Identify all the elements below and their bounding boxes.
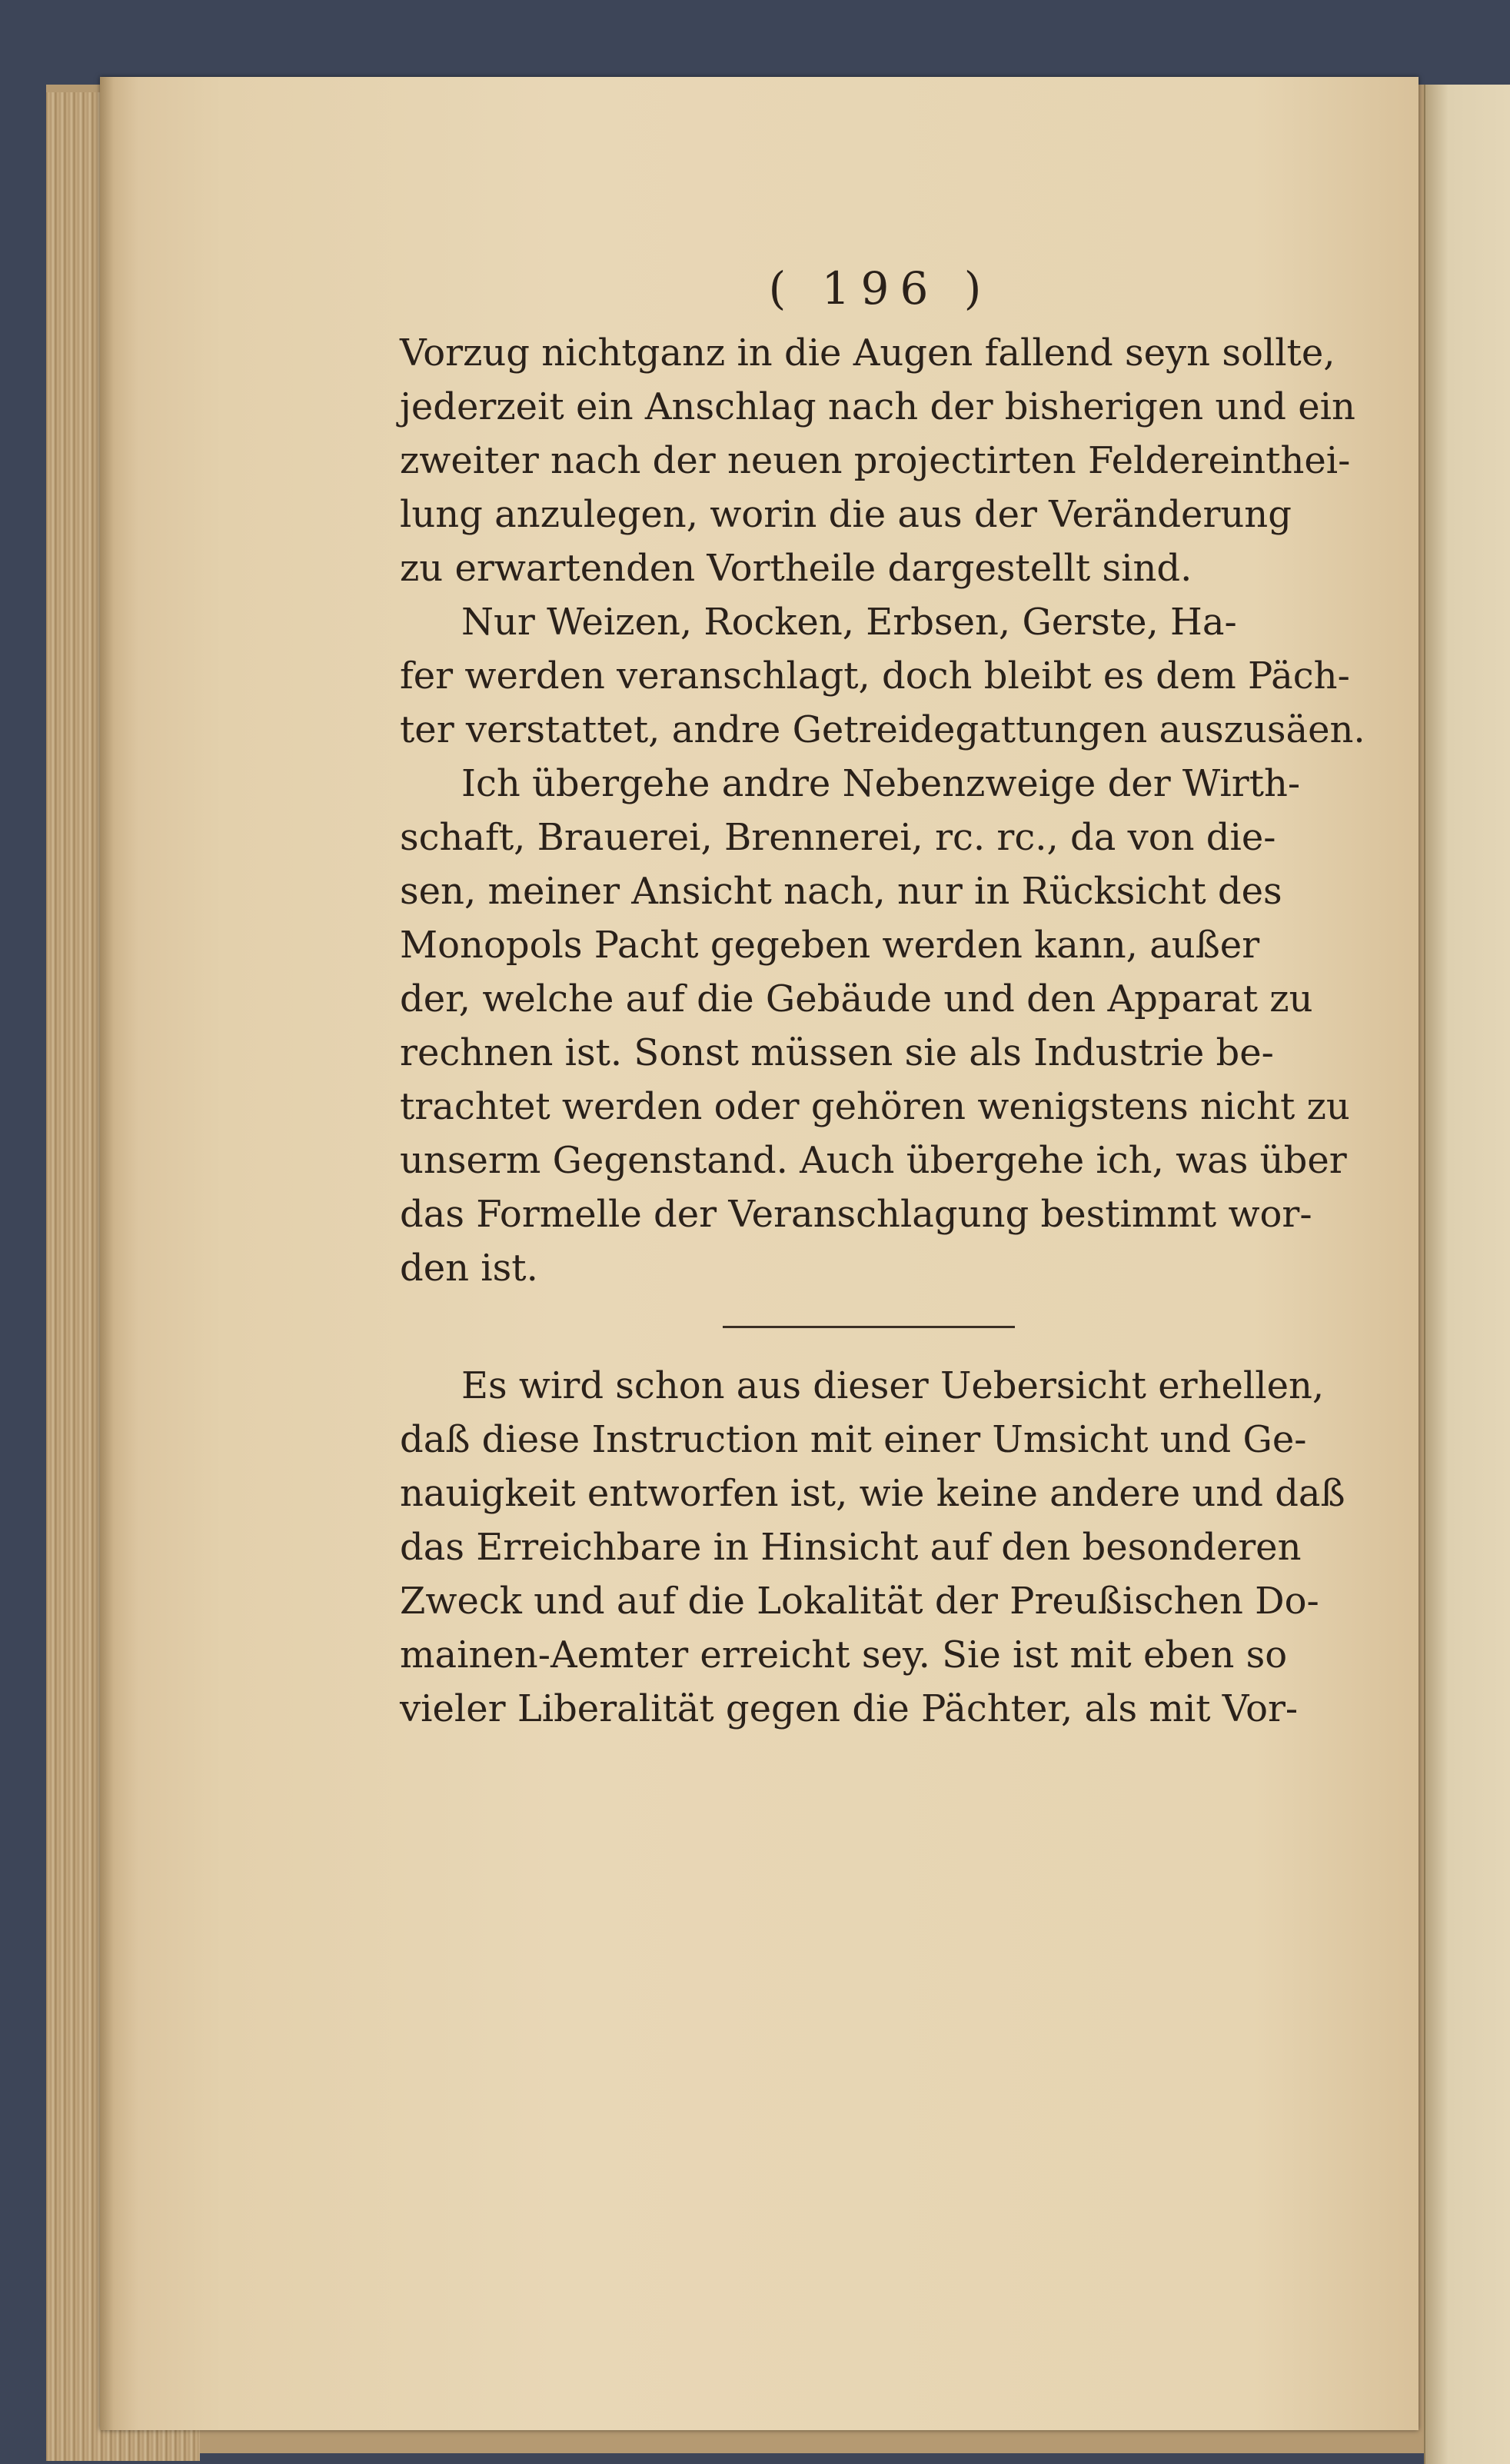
text-line: den ist. xyxy=(400,1247,538,1290)
text-line: Monopols Pacht gegeben werden kann, außer xyxy=(400,924,1260,967)
text-line: Nur Weizen, Rocken, Erbsen, Gerste, Ha- xyxy=(461,601,1237,644)
text-line: zu erwartenden Vortheile dargestellt sind. xyxy=(400,547,1192,590)
text-line: mainen-Aemter erreicht sey. Sie ist mit eben so xyxy=(400,1633,1288,1677)
page-text xyxy=(400,261,1365,1736)
text-line: Es wird schon aus dieser Uebersicht erhellen, xyxy=(461,1364,1325,1407)
facing-page-edge xyxy=(1424,85,1510,2464)
text-line: jederzeit ein Anschlag nach der bisherigen und ein xyxy=(400,385,1355,428)
text-line: Ich übergehe andre Nebenzweige der Wirth- xyxy=(461,762,1301,805)
text-line: das Erreichbare in Hinsicht auf den besonderen xyxy=(400,1526,1302,1569)
paragraph-1 xyxy=(400,326,1355,595)
text-line: vieler Liberalität gegen die Pächter, als mit Vor- xyxy=(400,1687,1299,1730)
text-line: trachtet werden oder gehören wenigstens nicht zu xyxy=(400,1085,1350,1128)
text-line: Vorzug nichtganz in die Augen fallend seyn sollte, xyxy=(400,331,1335,375)
text-line: nauigkeit entworfen ist, wie keine andere und daß xyxy=(400,1472,1345,1515)
page-number: ( 196 ) xyxy=(768,262,993,315)
text-line: daß diese Instruction mit einer Umsicht und Ge- xyxy=(400,1418,1307,1461)
text-line: ter verstattet, andre Getreidegattungen auszusäen. xyxy=(400,708,1365,751)
paragraph-4 xyxy=(400,1359,1345,1736)
text-line: fer werden veranschlagt, doch bleibt es dem Päch- xyxy=(400,654,1350,698)
section-divider xyxy=(723,1326,1015,1328)
text-line: schaft, Brauerei, Brennerei, rc. rc., da von die- xyxy=(400,816,1276,859)
text-line: lung anzulegen, worin die aus der Veränderung xyxy=(400,493,1292,536)
text-line: zweiter nach der neuen projectirten Feldereinthei- xyxy=(400,439,1351,482)
paragraph-3 xyxy=(400,757,1350,1295)
text-line: Zweck und auf die Lokalität der Preußischen Do- xyxy=(400,1580,1319,1623)
text-line: rechnen ist. Sonst müssen sie als Industrie be- xyxy=(400,1031,1274,1074)
text-line: sen, meiner Ansicht nach, nur in Rücksicht des xyxy=(400,870,1282,913)
text-line: unserm Gegenstand. Auch übergehe ich, was über xyxy=(400,1139,1347,1182)
text-line: der, welche auf die Gebäude und den Apparat zu xyxy=(400,977,1313,1021)
paragraph-2 xyxy=(400,595,1365,757)
text-line: das Formelle der Veranschlagung bestimmt wor- xyxy=(400,1193,1312,1236)
